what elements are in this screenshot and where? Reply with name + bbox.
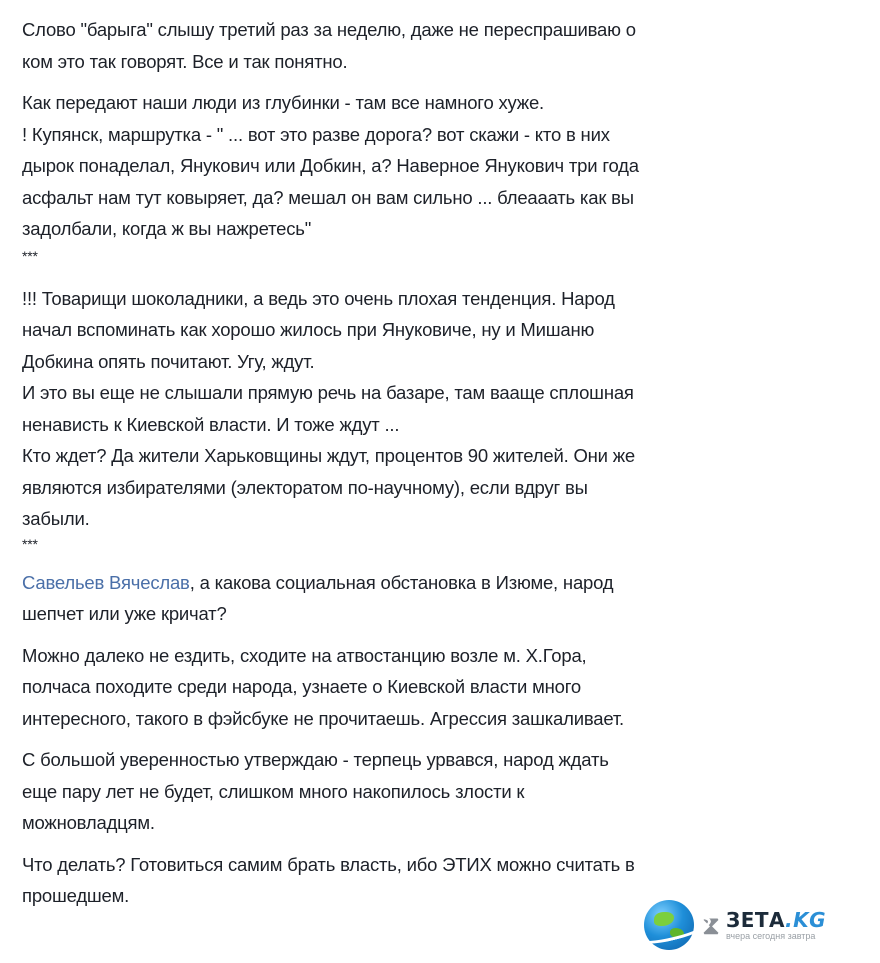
text-line: интересного, такого в фэйсбуке не прочитаешь. Агрессия зашкаливает. (22, 707, 624, 729)
brand-tld: .KG (785, 907, 827, 932)
text-line: еще пару лет не будет, слишком много накопилось злости к (22, 780, 525, 802)
text-line: С большой уверенностью утверждаю - терпець урвався, народ ждать (22, 749, 609, 770)
brand-name (726, 909, 826, 931)
text-line: асфальт нам тут ковыряет, да? мешал он вам сильно ... блеааать как вы (22, 186, 634, 208)
separator: *** (22, 247, 38, 264)
text-line: Что делать? Готовиться самим брать власть, ибо ЭТИХ можно считать в (22, 853, 635, 875)
text-line: ком это так говорят. Все и так понятно. (22, 50, 348, 72)
text-line: прошедшем. (22, 885, 130, 906)
text-line: шепчет или уже кричат? (22, 603, 227, 624)
author-link[interactable]: Савельев Вячеслав (22, 571, 190, 593)
globe-icon (644, 900, 694, 950)
text-line (22, 567, 862, 599)
text-line: начал вспоминать как хорошо жилось при Януковиче, ну и Мишаню (22, 319, 595, 340)
brand-logo (726, 909, 826, 942)
paragraph-3 (22, 283, 862, 535)
paragraph-2 (22, 87, 862, 245)
text-line: Слово "барыга" слышу третий раз за неделю, даже не переспрашиваю о (22, 19, 636, 40)
comment-quote (22, 567, 862, 630)
text-line: Добкина опять почитают. Угу, ждут. (22, 350, 315, 372)
text-line: забыли. (22, 508, 90, 529)
site-watermark (644, 897, 874, 953)
paragraph-1 (22, 14, 862, 77)
text-line: дырок понаделал, Янукович или Добкин, а? Наверное Янукович три года (22, 155, 639, 176)
paragraph-4 (22, 640, 862, 735)
text-line: являются избирателями (электоратом по-научному), если вдруг вы (22, 476, 588, 498)
paragraph-5 (22, 744, 862, 839)
text-line: ! Купянск, маршрутка - " ... вот это разве дорога? вот скажи - кто в них (22, 123, 610, 145)
text-line: полчаса походите среди народа, узнаете о Киевской власти много (22, 676, 581, 697)
brand-tagline: вчера сегодня завтра (726, 930, 816, 941)
text-line: задолбали, когда ж вы нажретесь" (22, 218, 312, 239)
text-line: ненависть к Киевской власти. И тоже ждут ... (22, 413, 400, 435)
post-body (22, 14, 862, 922)
comment-text: , а какова социальная обстановка в Изюме, народ (189, 571, 614, 593)
text-line: Кто ждет? Да жители Харьковщины ждут, процентов 90 жителей. Они же (22, 445, 636, 466)
text-line: можновладцям. (22, 812, 155, 833)
text-line: Можно далеко не ездить, сходите на атвостанцию возле м. Х.Гора, (22, 644, 587, 666)
text-line: !!! Товарищи шоколадники, а ведь это очень плохая тенденция. Народ (22, 287, 615, 309)
text-line: И это вы еще не слышали прямую речь на базаре, там вааще сплошная (22, 382, 634, 403)
text-line: Как передают наши люди из глубинки - там все намного хуже. (22, 92, 544, 113)
hourglass-icon: ⧗ (701, 910, 721, 940)
separator: *** (22, 535, 38, 552)
brand-name-text: ЗЕТА (726, 907, 785, 932)
